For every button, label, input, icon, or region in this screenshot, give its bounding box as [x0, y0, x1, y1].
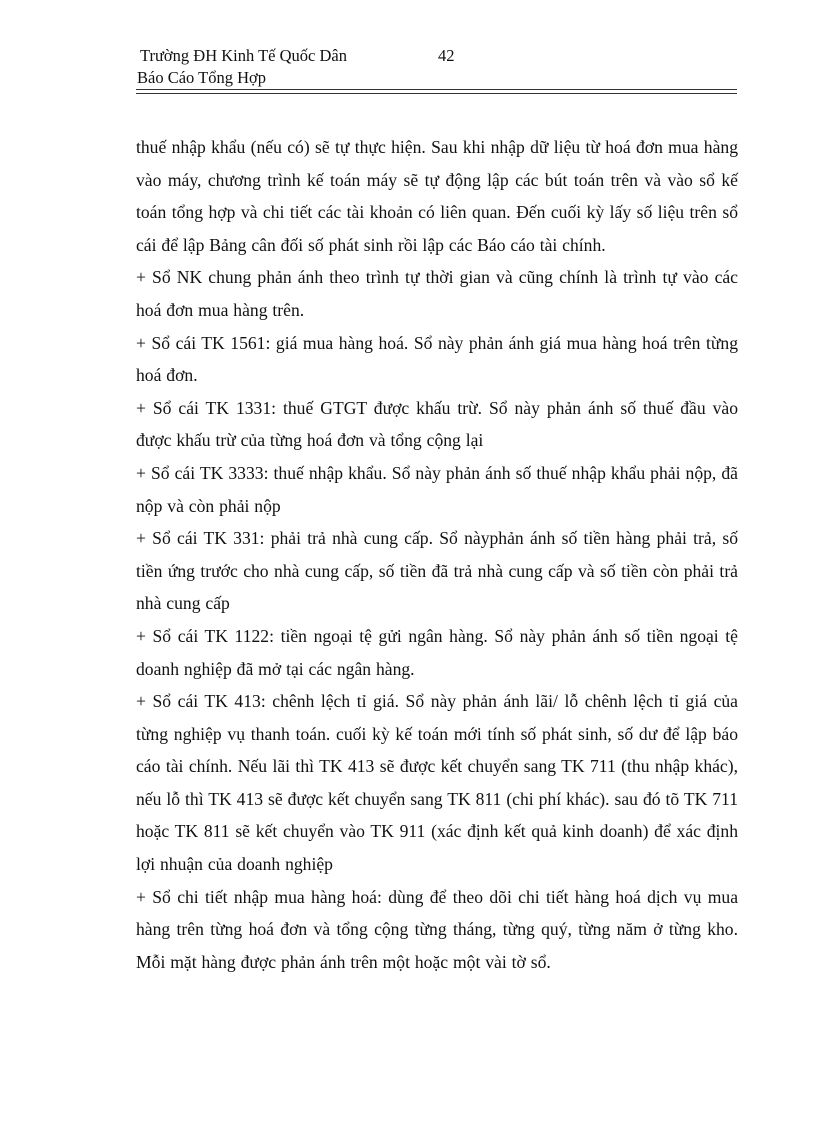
paragraph-tk-1331: + Sổ cái TK 1331: thuế GTGT được khấu trừ. Sổ này phản ánh số thuế đầu vào được khấu trừ của từng hoá đơn và tổng cộng lại — [136, 397, 738, 451]
report-title: Báo Cáo Tổng Hợp — [137, 68, 266, 87]
school-name: Trường ĐH Kinh Tế Quốc Dân — [140, 46, 347, 65]
paragraph-tk-3333: + Sổ cái TK 3333: thuế nhập khẩu. Sổ này phản ánh số thuế nhập khẩu phải nộp, đã nộp và còn phải nộp — [136, 462, 738, 516]
paragraph-tk-413: + Sổ cái TK 413: chênh lệch tỉ giá. Sổ này phản ánh lãi/ lỗ chênh lệch tỉ giá của từng nghiệp vụ thanh toán. cuối kỳ kế toán mới tính số phát sinh, số dư để lập báo cáo tài chính. Nếu lãi thì TK 413 sẽ được kết chuyển sang TK 711 (thu nhập khác), nếu lỗ thì TK 413 sẽ được kết chuyển sang TK 811 (chi phí khác). sau đó tõ TK 711 hoặc TK 811 sẽ kết chuyển vào TK 911 (xác định kết quả kinh doanh) để xác định lợi nhuận của doanh nghiệp — [136, 691, 738, 875]
paragraph-tk-331: + Sổ cái TK 331: phải trả nhà cung cấp. Sổ nàyphản ánh số tiền hàng phải trả, số tiền ứng trước cho nhà cung cấp, số tiền đã trả nhà cung cấp và số tiền còn phải trả nhà cung cấp — [136, 528, 738, 614]
paragraph-tk-1561: + Sổ cái TK 1561: giá mua hàng hoá. Sổ này phản ánh giá mua hàng hoá trên từng hoá đơn. — [136, 332, 738, 386]
paragraph-intro: thuế nhập khẩu (nếu có) sẽ tự thực hiện. Sau khi nhập dữ liệu từ hoá đơn mua hàng vào máy, chương trình kế toán máy sẽ tự động lập các bút toán trên và vào sổ kế toán tổng hợp và chi tiết các tài khoản có liên quan. Đến cuối kỳ lấy số liệu trên sổ cái để lập Bảng cân đối số phát sinh rồi lập các Báo cáo tài chính. — [136, 137, 738, 255]
paragraph-tk-1122: + Sổ cái TK 1122: tiền ngoại tệ gửi ngân hàng. Sổ này phản ánh số tiền ngoại tệ doanh nghiệp đã mở tại các ngân hàng. — [136, 625, 738, 679]
page-number: 42 — [438, 46, 455, 65]
paragraph-nk-chung: + Sổ NK chung phản ánh theo trình tự thời gian và cũng chính là trình tự vào các hoá đơn mua hàng trên. — [136, 267, 738, 320]
document-body — [136, 131, 738, 978]
header-divider — [136, 89, 737, 94]
page-header — [136, 44, 738, 92]
paragraph-chi-tiet: + Sổ chi tiết nhập mua hàng hoá: dùng để theo dõi chi tiết hàng hoá dịch vụ mua hàng trên từng hoá đơn và tổng cộng từng tháng, từng quý, từng năm ở từng kho. Mỗi mặt hàng được phản ánh trên một hoặc một vài tờ sổ. — [136, 886, 738, 972]
